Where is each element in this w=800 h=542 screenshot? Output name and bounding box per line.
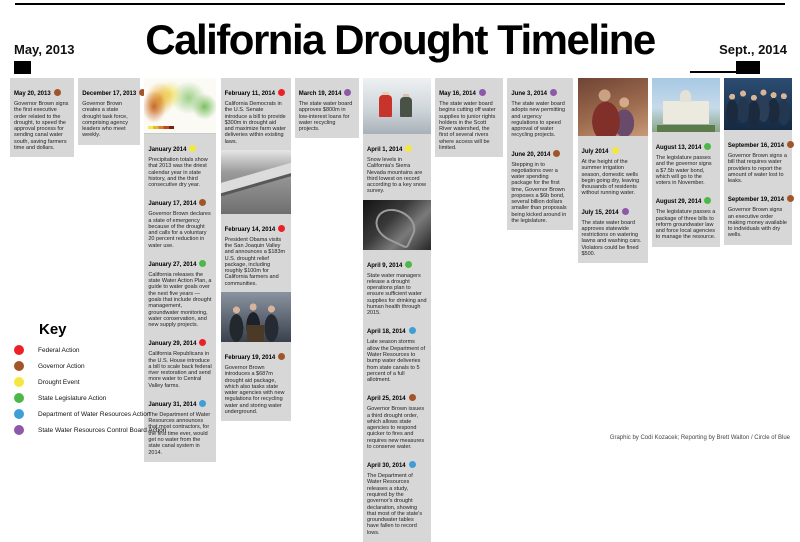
end-marker-line bbox=[690, 71, 736, 73]
event-text: Governor Brown creates a state drought task force, comprising agency leaders who meet weekly. bbox=[82, 101, 129, 139]
timeline-event bbox=[148, 139, 212, 188]
timeline-column bbox=[578, 78, 648, 263]
event-date: May 20, 2013 bbox=[14, 91, 51, 97]
key-dot-federal bbox=[14, 345, 24, 355]
legend-title: Key bbox=[39, 321, 67, 338]
timeline-event bbox=[148, 193, 212, 249]
timeline-column bbox=[78, 78, 140, 145]
event-text: The state water board approves $800m in low-interest loans for water recycling projects. bbox=[298, 101, 353, 133]
category-dot-legislature bbox=[704, 197, 711, 204]
category-dot-board bbox=[479, 89, 486, 96]
key-item-label: Drought Event bbox=[38, 378, 80, 386]
category-dot-legislature bbox=[199, 260, 206, 267]
timeline-column bbox=[652, 78, 720, 247]
event-head bbox=[511, 144, 569, 160]
event-head bbox=[511, 83, 569, 99]
category-dot-governor bbox=[278, 353, 285, 360]
key-items bbox=[14, 345, 224, 435]
event-text: President Obama visits the San Joaquin Valley and announces a $183m U.S. drought relief package, including roughly $100m for California farmers and communities. bbox=[224, 236, 286, 287]
event-date: September 16, 2014 bbox=[727, 143, 784, 149]
bill-signing-photo bbox=[724, 78, 792, 130]
timeline bbox=[10, 78, 792, 542]
event-head bbox=[728, 135, 788, 151]
event-date: April 1, 2014 bbox=[366, 147, 403, 153]
key-item-governor bbox=[14, 361, 224, 371]
event-head bbox=[148, 139, 212, 155]
credit-line: Graphic by Codi Kozacek; Reporting by Brett Walton / Circle of Blue bbox=[609, 435, 790, 441]
event-text: California Democrats in the U.S. Senate introduce a bill to provide $300m in drought aid and maximize farm water deliveries within existing laws. bbox=[224, 101, 286, 145]
event-text: Governor Brown issues a third drought order, which allows state agencies to respond quicker to fires and requires new measures to conserve water. bbox=[366, 406, 425, 450]
event-head bbox=[82, 83, 136, 99]
timeline-start-date: May, 2013 bbox=[14, 42, 75, 57]
timeline-event bbox=[728, 189, 788, 238]
timeline-event bbox=[656, 137, 716, 186]
top-rule bbox=[15, 3, 785, 5]
event-text: Precipitation totals show that 2013 was the driest calendar year in state history, and the third consecutive dry year. bbox=[148, 157, 208, 189]
event-text: Governor Brown signs the first executive order related to the drought, to speed the approval process for sending canal water south, saving farmers time and dollars. bbox=[14, 101, 69, 151]
timeline-event bbox=[582, 141, 644, 197]
event-date: February 14, 2014 bbox=[224, 226, 276, 233]
timeline-column bbox=[724, 78, 792, 245]
key-dot-legislature bbox=[14, 393, 24, 403]
timeline-event bbox=[439, 83, 499, 151]
event-text: Snow levels in California's Sierra Nevada mountains are third lowest on record according to a key snow survey. bbox=[366, 157, 426, 195]
event-head bbox=[367, 255, 427, 271]
timeline-column bbox=[507, 78, 573, 230]
event-text: Governor Brown introduces a $687m drought aid package, which also tasks state water agencies with new regulations for recycling water and storing water underground. bbox=[224, 364, 285, 415]
event-text: Governor Brown signs a bill that requires water providers to report the amount of water lost to leaks. bbox=[727, 153, 787, 185]
event-head bbox=[582, 202, 644, 218]
key-dot-board bbox=[14, 425, 24, 435]
event-text: The legislature passes and the governor signs a $7.5b water bond, which will go to the voters in November. bbox=[655, 155, 712, 187]
drought-monitor-map-photo bbox=[144, 78, 216, 134]
event-text: Late season storms allow the Department of Water Resources to bump water deliveries from state canals to 5 percent of a full allotment. bbox=[366, 339, 426, 384]
event-head bbox=[439, 83, 499, 99]
category-dot-legislature bbox=[704, 143, 711, 150]
event-head bbox=[367, 321, 427, 337]
category-dot-drought bbox=[189, 145, 196, 152]
timeline-event bbox=[225, 219, 287, 287]
event-date: June 20, 2014 bbox=[511, 151, 551, 158]
category-dot-governor bbox=[787, 141, 794, 148]
key-item-federal bbox=[14, 345, 224, 355]
timeline-event bbox=[367, 139, 427, 195]
event-head bbox=[582, 141, 644, 157]
category-dot-governor bbox=[553, 150, 560, 157]
event-head bbox=[148, 193, 212, 209]
timeline-column bbox=[10, 78, 74, 157]
mother-and-child-photo bbox=[578, 78, 648, 136]
category-dot-drought bbox=[612, 147, 619, 154]
timeline-event bbox=[367, 255, 427, 317]
event-date: July 15, 2014 bbox=[581, 209, 619, 216]
key-item-label: Federal Action bbox=[38, 346, 80, 354]
timeline-event bbox=[299, 83, 355, 132]
timeline-event bbox=[225, 83, 287, 145]
event-date: April 9, 2014 bbox=[366, 262, 403, 269]
event-date: December 17, 2013 bbox=[82, 91, 137, 97]
event-date: February 19, 2014 bbox=[224, 354, 276, 361]
event-head bbox=[225, 219, 287, 235]
category-dot-governor bbox=[54, 89, 61, 96]
timeline-event bbox=[511, 83, 569, 139]
category-dot-governor bbox=[199, 199, 206, 206]
event-text: Governor Brown declares a state of emergency because of the drought and calls for a voluntary 20 percent reduction in water use. bbox=[148, 211, 211, 249]
key-item-board bbox=[14, 425, 224, 435]
snow-survey-photo bbox=[363, 78, 431, 134]
event-text: Stepping in to negotiations over a water spending package for the first time, Governor Brown proposes a $6b bond, several billion dollars smaller than proposals being kicked around in the legislature. bbox=[511, 161, 567, 224]
category-dot-board bbox=[622, 208, 629, 215]
event-text: The state water board begins cutting off water supplies to junior rights holders in the Scott River watershed, the first of several rivers where access will be limited. bbox=[439, 101, 496, 151]
event-date: January 31, 2014 bbox=[148, 401, 197, 408]
category-dot-drought bbox=[405, 145, 412, 152]
key-dot-governor bbox=[14, 361, 24, 371]
timeline-column bbox=[435, 78, 503, 157]
timeline-event bbox=[367, 388, 427, 450]
end-marker bbox=[736, 61, 760, 74]
event-text: The state water board adopts new permitting and urgency regulations to speed approval of water recycling projects. bbox=[511, 101, 566, 139]
event-head bbox=[656, 191, 716, 207]
key-item-label: Department of Water Resources Action bbox=[38, 410, 151, 418]
timeline-event bbox=[14, 83, 70, 151]
start-marker bbox=[14, 61, 31, 74]
event-date: August 13, 2014 bbox=[655, 145, 702, 151]
timeline-event bbox=[148, 254, 212, 328]
category-dot-federal bbox=[278, 89, 285, 96]
aqueduct-photo bbox=[221, 150, 291, 214]
category-dot-legislature bbox=[405, 261, 412, 268]
water-pump-photo bbox=[363, 200, 431, 250]
event-date: April 18, 2014 bbox=[366, 329, 406, 336]
key-item-label: Governor Action bbox=[38, 362, 85, 370]
event-date: January 29, 2014 bbox=[148, 341, 197, 348]
event-head bbox=[299, 83, 355, 99]
event-head bbox=[148, 254, 212, 270]
event-date: January 2014 bbox=[148, 147, 187, 153]
event-head bbox=[14, 83, 70, 99]
category-dot-governor bbox=[409, 394, 416, 401]
key-dot-drought bbox=[14, 377, 24, 387]
key-dot-dwr bbox=[14, 409, 24, 419]
timeline-event bbox=[225, 347, 287, 415]
event-head bbox=[367, 139, 427, 155]
event-date: January 17, 2014 bbox=[148, 201, 197, 208]
timeline-event bbox=[511, 144, 569, 225]
page-title: California Drought Timeline bbox=[145, 16, 655, 63]
event-head bbox=[225, 347, 287, 363]
event-head bbox=[367, 455, 427, 471]
timeline-event bbox=[367, 321, 427, 383]
event-text: California Republicans in the U.S. House introduce a bill to scale back federal river restoration and send more water to Central Valley farms. bbox=[148, 351, 212, 389]
event-text: Governor Brown signs an executive order making money available to individuals with dry wells. bbox=[727, 207, 787, 239]
event-text: The Department of Water Resources releases a study, required by the governor's drought declaration, showing that most of the state's groundwater tables have fallen to record lows. bbox=[366, 473, 423, 536]
event-head bbox=[656, 137, 716, 153]
event-text: State water managers release a drought operations plan to ensure sufficient water supplies for drinking and human health through 2015. bbox=[366, 272, 427, 317]
event-date: August 29, 2014 bbox=[655, 199, 702, 206]
event-head bbox=[367, 388, 427, 404]
timeline-event bbox=[82, 83, 136, 139]
event-text: At the height of the summer irrigation season, domestic wells begin going dry, leaving thousands of residents without running water. bbox=[581, 159, 640, 197]
event-text: The Department of Water Resources announces that most contractors, for the first time ever, would get no water from the state canal system in 2014. bbox=[148, 411, 211, 456]
key-item-dwr bbox=[14, 409, 224, 419]
event-head bbox=[728, 189, 788, 205]
category-dot-board bbox=[344, 89, 351, 96]
category-dot-board bbox=[550, 89, 557, 96]
press-conference-photo bbox=[221, 292, 291, 342]
event-date: July 2014 bbox=[581, 149, 609, 155]
category-dot-governor bbox=[787, 195, 794, 202]
category-dot-dwr bbox=[409, 327, 416, 334]
timeline-event bbox=[728, 135, 788, 184]
timeline-column bbox=[295, 78, 359, 138]
event-text: The legislature passes a package of three bills to reform groundwater law and force local agencies to manage the resource. bbox=[655, 209, 716, 241]
category-dot-federal bbox=[278, 225, 285, 232]
event-date: June 3, 2014 bbox=[511, 91, 548, 97]
timeline-column bbox=[363, 78, 431, 542]
key-item-legislature bbox=[14, 393, 224, 403]
event-text: California releases the state Water Action Plan, a guide to water goals over the next five years — goals that include drought management, groundwater monitoring, water conservation, and new supply projects. bbox=[148, 271, 212, 329]
event-date: February 11, 2014 bbox=[224, 91, 275, 97]
event-date: January 27, 2014 bbox=[148, 261, 197, 268]
event-date: April 25, 2014 bbox=[366, 396, 406, 403]
key-item-label: State Legislature Action bbox=[38, 394, 107, 402]
key-item-drought bbox=[14, 377, 224, 387]
timeline-event bbox=[582, 202, 644, 258]
event-date: September 19, 2014 bbox=[727, 197, 784, 204]
event-date: April 30, 2014 bbox=[366, 463, 406, 470]
category-dot-dwr bbox=[409, 461, 416, 468]
event-text: The state water board approves statewide restrictions on watering lawns and washing cars. Violators could be fined $500. bbox=[581, 219, 642, 257]
event-date: May 16, 2014 bbox=[439, 91, 476, 97]
timeline-event bbox=[656, 191, 716, 240]
event-date: March 19, 2014 bbox=[298, 91, 342, 97]
timeline-event bbox=[367, 455, 427, 536]
timeline-column bbox=[221, 78, 291, 421]
timeline-end-date: Sept., 2014 bbox=[719, 42, 787, 57]
event-head bbox=[225, 83, 287, 99]
state-capitol-photo bbox=[652, 78, 720, 132]
legend bbox=[14, 321, 224, 441]
key-item-label: State Water Resources Control Board Action bbox=[38, 426, 167, 434]
